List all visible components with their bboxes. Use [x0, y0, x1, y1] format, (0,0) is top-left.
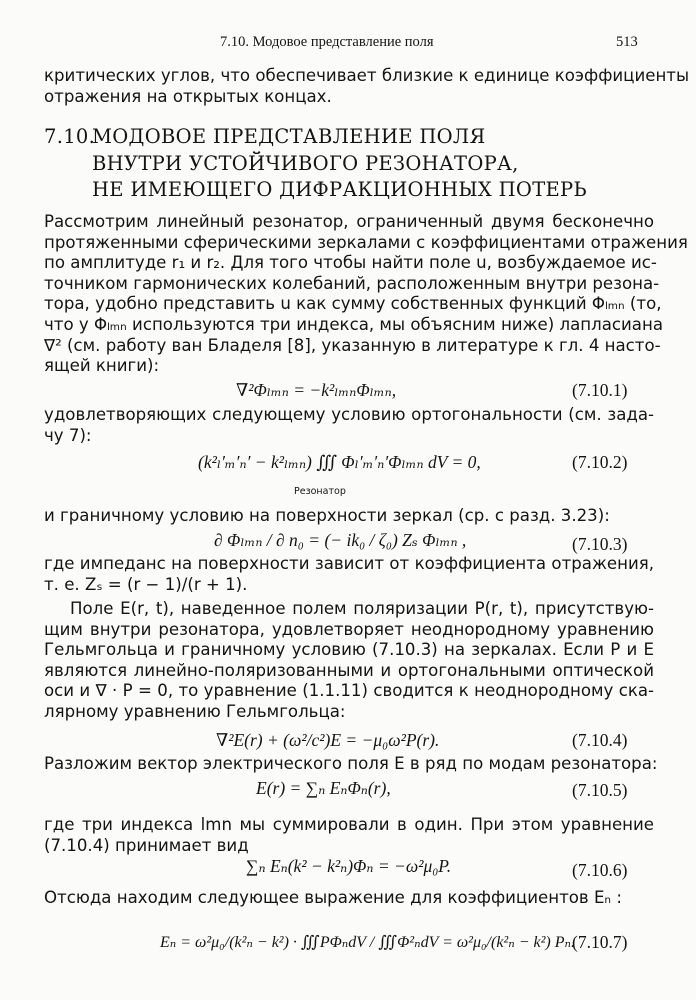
text-line: Отсюда находим следующее выражение для коэффициентов Eₙ : — [44, 888, 622, 907]
section-number: 7.10. — [44, 125, 96, 148]
intro-paragraph — [44, 66, 690, 107]
section-title-line: МОДОВОЕ ПРЕДСТАВЛЕНИЕ ПОЛЯ — [92, 125, 486, 148]
paragraph-3 — [44, 506, 654, 527]
text-line: являются линейно-поляризованными и ортогональными оптической — [44, 660, 654, 680]
equation-number: (7.10.3) — [572, 534, 628, 554]
text-line: критических углов, что обеспечивает близкие к единице коэффициенты — [44, 66, 690, 85]
text-line: по амплитуде r₁ и r₂. Для того чтобы найти поле u, возбуждаемое ис- — [44, 253, 657, 273]
text-line: Гельмгольца и граничному условию (7.10.3) на зеркалах. Если P и E — [44, 640, 654, 660]
text-line: Разложим вектор электрического поля E в ряд по модам резонатора: — [44, 754, 658, 773]
equation-7-10-4: ∇²E(r) + (ω²/c²)E = −μ₀ω²P(r). — [216, 730, 440, 750]
text-line: т. е. Zₛ = (r − 1)/(r + 1). — [44, 574, 248, 594]
text-line: отражения на открытых концах. — [44, 86, 332, 106]
integral-subscript: Резонатор — [294, 486, 346, 497]
text-line: тора, удобно представить u как сумму собственных функций Φₗₘₙ (то, — [44, 294, 662, 314]
equation-7-10-5: E(r) = ∑ₙ EₙΦₙ(r), — [256, 778, 391, 798]
text-line: где импеданс на поверхности зависит от коэффициента отражения, — [44, 554, 654, 573]
equation-number: (7.10.6) — [572, 860, 628, 880]
equation-number: (7.10.4) — [572, 730, 628, 750]
equation-7-10-6: ∑ₙ Eₙ(k² − k²ₙ)Φₙ = −ω²μ₀P. — [246, 856, 452, 876]
section-title-line: ВНУТРИ УСТОЙЧИВОГО РЕЗОНАТОРА, — [92, 151, 519, 175]
running-head: 7.10. Модовое представление поля — [220, 34, 434, 50]
text-line: ∇² (см. работу ван Бладеля [8], указанную в литературе к гл. 4 насто- — [44, 335, 661, 355]
text-line: протяженными сферическими зеркалами с коэффициентами отражения — [44, 232, 688, 252]
paragraph-8 — [44, 888, 654, 909]
text-line: лярному уравнению Гельмгольца: — [44, 701, 346, 721]
text-line: и граничному условию на поверхности зеркал (ср. с разд. 3.23): — [44, 506, 610, 525]
equation-7-10-7: Eₙ = ω²μ₀/(k²ₙ − k²) · ∭PΦₙdV / ∭Φ²ₙdV = ω²μ₀/(k²ₙ − k²) Pₙ. — [160, 934, 575, 951]
text-line: щим внутри резонатора, удовлетворяет неоднородному уравнению — [44, 619, 654, 639]
paragraph-7 — [44, 815, 654, 856]
section-title-line: НЕ ИМЕЮЩЕГО ДИФРАКЦИОННЫХ ПОТЕРЬ — [92, 178, 587, 201]
paragraph-6 — [44, 754, 658, 775]
section-heading — [44, 124, 587, 204]
text-line: точником гармонических колебаний, расположенным внутри резона- — [44, 273, 660, 293]
text-line: чу 7): — [44, 425, 92, 445]
page-number: 513 — [616, 34, 638, 50]
text-line: оси и ∇ · P = 0, то уравнение (1.1.11) сводится к неоднородному ска- — [44, 681, 654, 701]
equation-number: (7.10.1) — [572, 380, 628, 400]
equation-7-10-1: ∇²Φₗₘₙ = −k²ₗₘₙΦₗₘₙ, — [236, 380, 397, 400]
paragraph-5 — [44, 599, 654, 723]
text-line: Поле E(r, t), наведенное полем поляризации P(r, t), присутствую- — [70, 599, 654, 618]
equation-number: (7.10.5) — [572, 780, 628, 800]
text-line: где три индекса lmn мы суммировали в один. При этом уравнение — [44, 815, 654, 834]
paragraph-2 — [44, 405, 654, 446]
text-line: что у Φₗₘₙ используются три индекса, мы объясним ниже) лапласиана — [44, 314, 663, 334]
text-line: (7.10.4) принимает вид — [44, 835, 249, 855]
equation-7-10-2: (k²ₗ′ₘ′ₙ′ − k²ₗₘₙ) ∭ Φₗ′ₘ′ₙ′Φₗₘₙ dV = 0, — [198, 452, 481, 472]
text-line: Рассмотрим линейный резонатор, ограниченный двумя бесконечно — [44, 212, 654, 231]
equation-7-10-3: ∂ Φₗₘₙ / ∂ n₀ = (− ik₀ / ζ₀) Zₛ Φₗₘₙ , — [214, 530, 467, 550]
equation-number: (7.10.7) — [572, 932, 628, 952]
text-line: ящей книги): — [44, 356, 160, 376]
paragraph-4 — [44, 554, 654, 595]
text-line: удовлетворяющих следующему условию ортогональности (см. зада- — [44, 405, 654, 424]
paragraph-1 — [44, 212, 688, 377]
equation-number: (7.10.2) — [572, 452, 628, 472]
